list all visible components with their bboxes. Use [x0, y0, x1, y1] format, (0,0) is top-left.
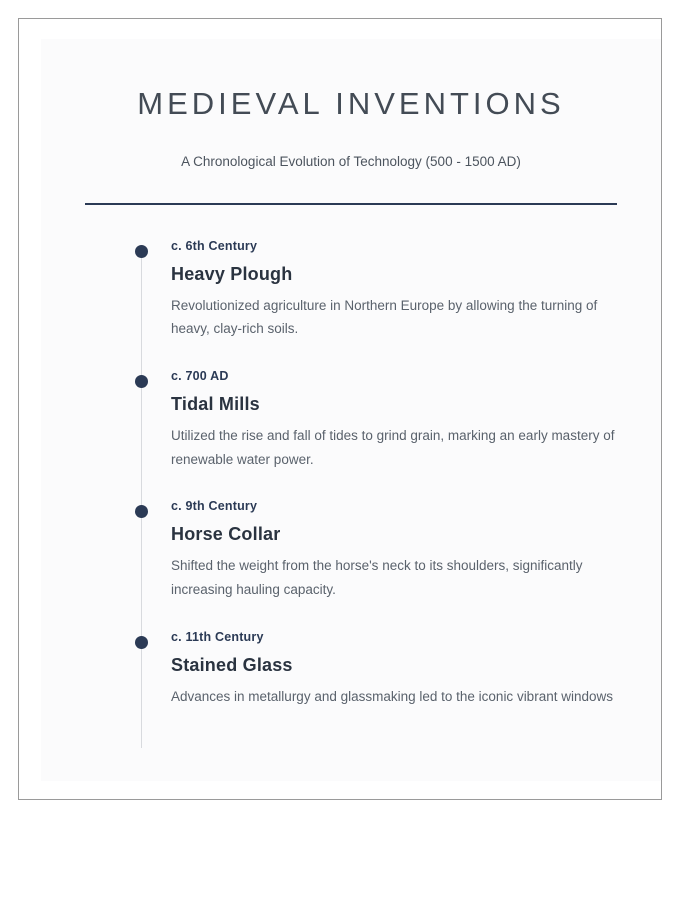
- entry-era: c. 6th Century: [171, 238, 258, 253]
- list-item: [81, 499, 621, 601]
- timeline-dot-icon: [135, 636, 148, 649]
- timeline-dot-icon: [135, 245, 148, 258]
- list-item: [81, 239, 621, 341]
- timeline-list: [81, 239, 621, 708]
- page-title: MEDIEVAL INVENTIONS: [137, 86, 565, 121]
- timeline-dot-icon: [135, 375, 148, 388]
- list-item: [81, 369, 621, 471]
- entry-description: Shifted the weight from the horse's neck to its shoulders, significantly increasing hauling capacity.: [171, 558, 583, 597]
- timeline-dot-icon: [135, 505, 148, 518]
- document-surface: [41, 39, 661, 799]
- page-bottom-mask: [41, 781, 661, 799]
- entry-description: Utilized the rise and fall of tides to grind grain, marking an early mastery of renewable water power.: [171, 428, 615, 467]
- entry-description: Advances in metallurgy and glassmaking led to the iconic vibrant windows: [171, 688, 613, 704]
- document-content: [41, 39, 661, 708]
- entry-name: Tidal Mills: [171, 394, 260, 414]
- entry-name: Stained Glass: [171, 654, 293, 675]
- entry-description: Revolutionized agriculture in Northern Europe by allowing the turning of heavy, clay-rich soils.: [171, 297, 598, 337]
- list-item: [81, 630, 621, 709]
- entry-era: c. 700 AD: [171, 369, 229, 383]
- entry-era: c. 9th Century: [171, 499, 258, 514]
- title-divider: [85, 203, 617, 205]
- page-subtitle: A Chronological Evolution of Technology (500 - 1500 AD): [181, 153, 521, 169]
- document-page-frame: [18, 18, 662, 800]
- entry-name: Heavy Plough: [171, 263, 293, 284]
- entry-era: c. 11th Century: [171, 629, 264, 644]
- entry-name: Horse Collar: [171, 524, 281, 545]
